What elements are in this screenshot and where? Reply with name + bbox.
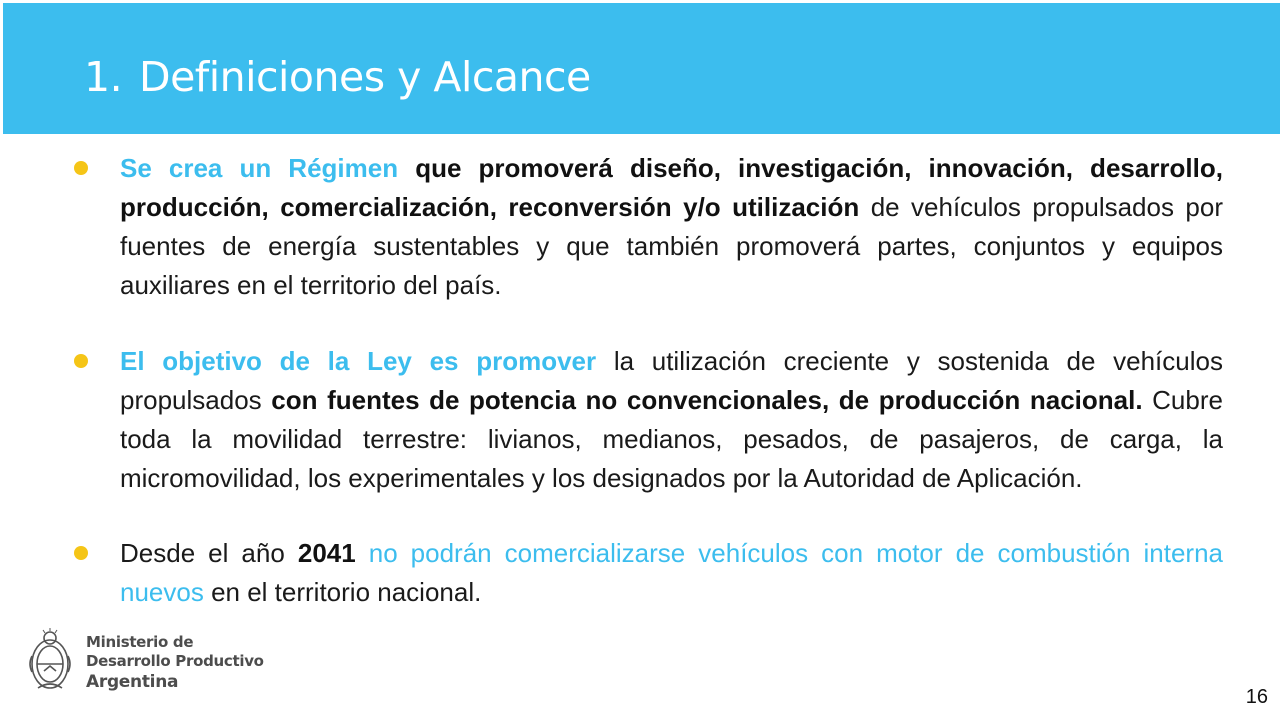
bullet-1-bold: que promoverá diseño, investigación, innovación, desarrollo, producción, comercialización, reconversión y/o utilización [120, 153, 1223, 222]
bullet-dot-icon [74, 546, 88, 560]
bullet-3-text: Desde el año [120, 538, 285, 568]
title-text: Definiciones y Alcance [139, 53, 591, 101]
bullet-dot-icon [74, 161, 88, 175]
bullet-dot-icon [74, 354, 88, 368]
bullet-2-rest: Cubre toda la movilidad terrestre: livianos, medianos, pesados, de pasajeros, de carga, la micromovilidad, los experimentales y los designados por la Autoridad de Aplicación. [120, 385, 1223, 493]
bullet-1-rest: de vehículos propulsados por fuentes de energía sustentables y que también promoverá partes, conjuntos y equipos auxiliares en el territorio del país. [120, 192, 1223, 300]
bullet-item-objetivo [120, 342, 1223, 498]
logo-line-2: Desarrollo Productivo [86, 652, 264, 670]
bullet-item-2041 [120, 534, 1223, 612]
bullet-3-rest: en el territorio nacional. [211, 577, 482, 607]
bullet-item-regimen [120, 149, 1223, 305]
bullet-2-bold: con fuentes de potencia no convencionales, de producción nacional. [271, 385, 1143, 415]
title-number: 1. [84, 53, 123, 101]
logo-line-1: Ministerio de [86, 633, 194, 651]
bullet-3-highlight: no podrán comercializarse vehículos con motor de combustión interna nuevos [120, 538, 1223, 607]
bullet-2-highlight: El objetivo de la Ley es promover [120, 346, 597, 376]
ministry-logo-text [86, 633, 264, 693]
page-number: 16 [1245, 686, 1268, 708]
bullet-2-text: la utilización creciente y sostenida de vehículos propulsados [120, 346, 1223, 415]
logo-line-3: Argentina [86, 672, 179, 692]
bullet-3-year: 2041 [297, 538, 356, 568]
bullet-1-highlight: Se crea un Régimen [120, 153, 399, 183]
